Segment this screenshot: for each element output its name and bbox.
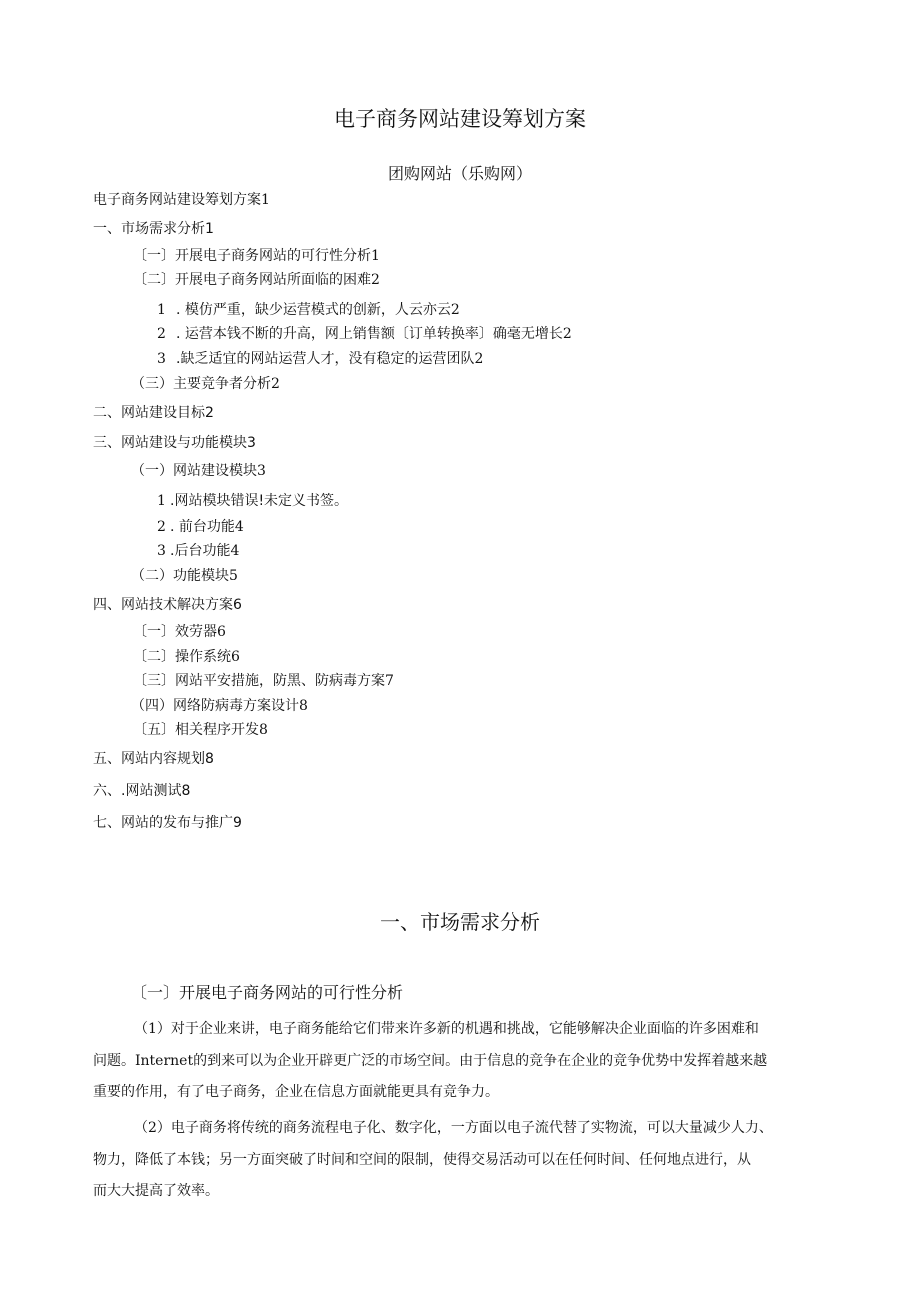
toc-item: 〔二〕操作系统6 [133, 649, 240, 665]
toc-item: . 运营本钱不断的升高，网上销售额〔订单转换率〕确毫无增长2 [176, 326, 572, 342]
toc-item: 〔一〕开展电子商务网站的可行性分析1 [133, 248, 380, 264]
toc-item: 四、网站技术解决方案6 [93, 597, 242, 613]
toc-item: 一、市场需求分析1 [93, 221, 214, 237]
paragraph-line: 重要的作用，有了电子商务，企业在信息方面就能更具有竞争力。 [93, 1084, 499, 1100]
toc-item: 〔二〕开展电子商务网站所面临的困难2 [133, 272, 380, 288]
section-heading: 一、市场需求分析 [380, 910, 540, 934]
paragraph-line: 而大大提高了效率。 [93, 1183, 219, 1199]
toc-item-number: 2 [157, 326, 166, 342]
toc-item-number: 3 [157, 543, 166, 559]
toc-item: . 前台功能4 [170, 519, 244, 535]
toc-root: 电子商务网站建设筹划方案1 [93, 192, 270, 208]
document-subtitle: 团购网站（乐购网） [387, 164, 532, 183]
toc-item: 五、网站内容规划8 [93, 751, 214, 767]
paragraph-line: （2）电子商务将传统的商务流程电子化、数字化，一方面以电子流代替了实物流，可以大量减少人力、 [134, 1120, 773, 1136]
toc-item-number: 2 [157, 519, 166, 535]
toc-item: （四）网络防病毒方案设计8 [131, 698, 308, 714]
toc-item: 二、网站建设目标2 [93, 405, 214, 421]
toc-item: . 模仿严重，缺少运营模式的创新，人云亦云2 [176, 302, 460, 318]
toc-item: .网站模块错误!未定义书签。 [170, 493, 349, 509]
toc-item: 三、网站建设与功能模块3 [93, 435, 256, 451]
paragraph-line: （1）对于企业来讲，电子商务能给它们带来许多新的机遇和挑战，它能够解决企业面临的许多困难和 [134, 1021, 759, 1037]
toc-item: 〔五〕相关程序开发8 [133, 722, 268, 738]
document-title: 电子商务网站建设筹划方案 [334, 107, 586, 131]
toc-item: 〔三〕网站平安措施，防黑、防病毒方案7 [133, 673, 394, 689]
toc-item: 七、网站的发布与推广9 [93, 815, 242, 831]
toc-item: .后台功能4 [170, 543, 240, 559]
toc-item-number: 1 [157, 493, 166, 509]
paragraph-line: 物力，降低了本钱；另一方面突破了时间和空间的限制，使得交易活动可以在任何时间、任何地点进行，从 [93, 1152, 751, 1168]
paragraph-line: 问题。Internet的到来可以为企业开辟更广泛的市场空间。由于信息的竞争在企业的竞争优势中发挥着越来越 [93, 1053, 768, 1069]
toc-item: 六、.网站测试8 [93, 783, 191, 799]
toc-item: （二）功能模块5 [131, 568, 238, 584]
toc-item: .缺乏适宜的网站运营人才，没有稳定的运营团队2 [176, 351, 484, 367]
toc-item-number: 1 [157, 302, 166, 318]
toc-item: （三）主要竞争者分析2 [131, 376, 280, 392]
toc-item: 〔一〕效劳器6 [133, 624, 226, 640]
subsection-heading: 〔一〕开展电子商务网站的可行性分析 [131, 983, 404, 1002]
toc-item-number: 3 [157, 351, 166, 367]
toc-item: （一）网站建设模块3 [131, 463, 266, 479]
